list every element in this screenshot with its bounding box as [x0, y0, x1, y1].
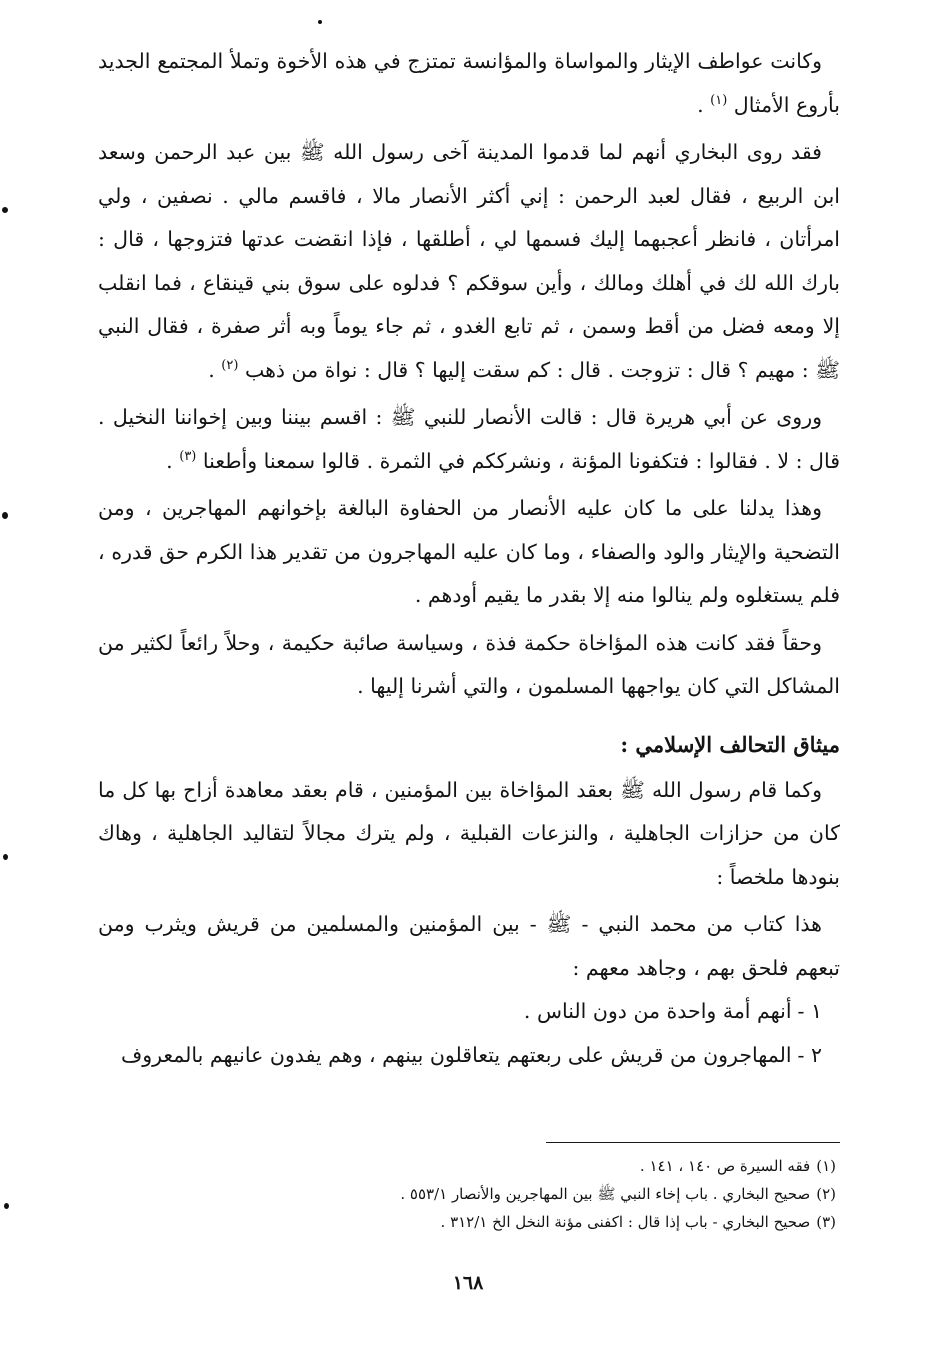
paragraph-1: وكانت عواطف الإيثار والمواساة والمؤانسة تمتزج في هذه الأخوة وتملأ المجتمع الجديد بأروع الأمثال $^{(١)}$ . [98, 49, 840, 117]
paragraph-3: وروى عن أبي هريرة قال : قالت الأنصار للنبي ﷺ : اقسم بيننا وبين إخواننا النخيل . قال : لا . فقالوا : فتكفونا المؤنة ، ونشرككم في الثمرة . قالوا سمعنا وأطعنا $^{(٣)}$ . [98, 405, 840, 473]
paragraph-5: وحقاً فقد كانت هذه المؤاخاة حكمة فذة ، وسياسة صائبة حكيمة ، وحلاً رائعاً لكثير من المشاكل التي كان يواجهها المسلمون ، والتي أشرنا إليها . [98, 630, 840, 698]
section-heading: ميثاق التحالف الإسلامي : [620, 731, 840, 757]
scan-speck [4, 1203, 9, 1209]
scan-speck [2, 512, 8, 519]
list-item-number: ٢ - [797, 1042, 822, 1067]
footnotes [96, 1152, 836, 1236]
footnote-ref-1[interactable]: (١) [710, 92, 728, 108]
section-paragraph-1: وكما قام رسول الله ﷺ بعقد المؤاخاة بين المؤمنين ، قام بعقد معاهدة أزاح بها كل ما كان من حزازات الجاهلية ، والنزعات القبلية ، ولم يترك مجالاً لتقاليد الجاهلية ، وهاك بنودها ملخصاً : [98, 777, 840, 889]
paragraph-2: فقد روى البخاري أنهم لما قدموا المدينة آخى رسول الله ﷺ بين عبد الرحمن وسعد ابن الربيع ، فقال لعبد الرحمن : إني أكثر الأنصار مالا ، فاقسم مالي . نصفين ، ولي امرأتان ، فانظر أعجبهما إليك فسمها لي ، أطلقها ، فإذا انقضت عدتها فتزوجها ، قال : بارك الله لك في أهلك ومالك ، وأين سوقكم ؟ فدلوه على سوق بني قينقاع ، فما انقلب إلا ومعه فضل من أقط وسمن ، ثم تابع الغدو ، ثم جاء يوماً وبه أثر صفرة ، فقال النبي ﷺ : مهيم ؟ قال : تزوجت . قال : كم سقت إليها ؟ قال : نواة من ذهب $^{(٢)}$ . [98, 140, 840, 382]
list-item-text: المهاجرون من قريش على ربعتهم يتعاقلون بينهم ، وهم يفدون عانيهم بالمعروف [120, 1042, 792, 1067]
footnote-ref-2[interactable]: (٢) [221, 357, 239, 373]
footnote-3: (٣)صحيح البخاري - باب إذا قال : اكفنى مؤنة النخل الخ ٣١٢/١ . [440, 1213, 836, 1231]
scan-speck [3, 854, 8, 860]
footnote-2: (٢)صحيح البخاري . باب إخاء النبي ﷺ بين المهاجرين والأنصار ٥٥٣/١ . [400, 1185, 836, 1203]
section-paragraph-2: هذا كتاب من محمد النبي - ﷺ - بين المؤمنين والمسلمين من قريش ويثرب ومن تبعهم فلحق بهم ، وجاهد معهم : [98, 912, 840, 980]
list-item [98, 990, 840, 1034]
list-item [98, 1034, 840, 1078]
footnote-ref-3[interactable]: (٣) [179, 448, 197, 464]
footnote-separator [546, 1142, 840, 1143]
scan-speck [2, 207, 8, 213]
page-number: ١٦٨ [452, 1272, 484, 1294]
list-item-number: ١ - [797, 999, 822, 1023]
list-item-text: أنهم أمة واحدة من دون الناس . [523, 999, 792, 1023]
paragraph-4: وهذا يدلنا على ما كان عليه الأنصار من الحفاوة البالغة بإخوانهم المهاجرين ، ومن التضحية والإيثار والود والصفاء ، وما كان عليه المهاجرون من تقدير هذا الكرم حق قدره ، فلم يستغلوه ولم ينالوا منه إلا بقدر ما يقيم أودهم . [98, 496, 840, 607]
footnote-1: (١)فقه السيرة ص ١٤٠ ، ١٤١ . [639, 1157, 836, 1175]
scan-speck [318, 20, 322, 24]
body-text [98, 40, 840, 1077]
